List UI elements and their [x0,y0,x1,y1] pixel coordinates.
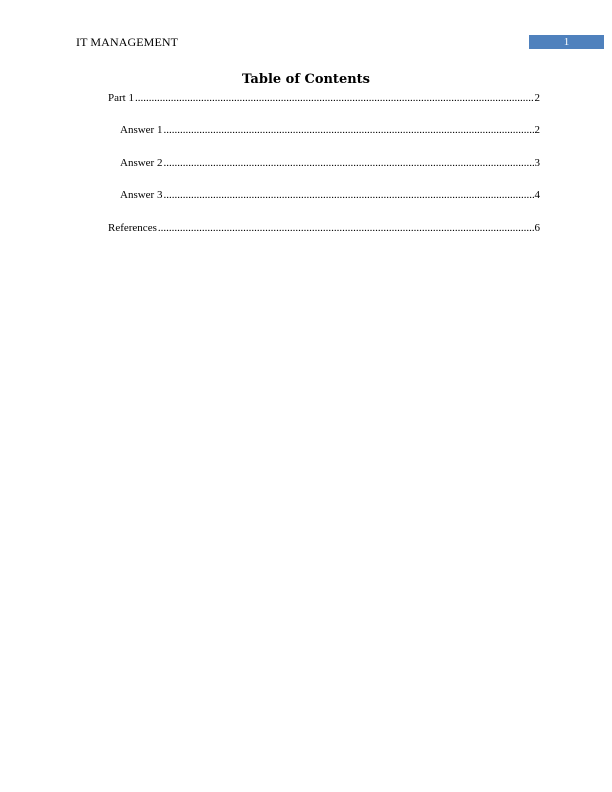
toc-dot-leader [163,157,533,170]
toc-entry-label: Part 1 [108,92,134,104]
toc-entry-answer-1[interactable] [120,124,540,137]
toc-dot-leader [163,124,533,137]
toc-dot-leader [163,189,533,202]
toc-entry-page: 2 [534,124,540,136]
toc-entry-label: Answer 3 [120,189,163,201]
running-header-title: IT MANAGEMENT [76,35,179,49]
toc-entry-page: 4 [534,189,540,201]
toc-entry-label: References [108,222,157,234]
page-number-box [529,35,604,49]
toc-entry-label: Answer 1 [120,124,163,136]
toc-entry-page: 3 [534,157,540,169]
toc-heading: Table of Contents [242,72,370,87]
toc-entry-part-1[interactable] [108,92,540,105]
toc-dot-leader [135,92,534,105]
toc-entry-references[interactable] [108,222,540,235]
toc-entry-label: Answer 2 [120,157,163,169]
page-number: 1 [563,36,570,48]
toc-dot-leader [158,222,534,235]
toc-entry-answer-3[interactable] [120,189,540,202]
toc-entry-answer-2[interactable] [120,157,540,170]
toc-entry-page: 6 [534,222,540,234]
toc-entry-page: 2 [534,92,540,104]
